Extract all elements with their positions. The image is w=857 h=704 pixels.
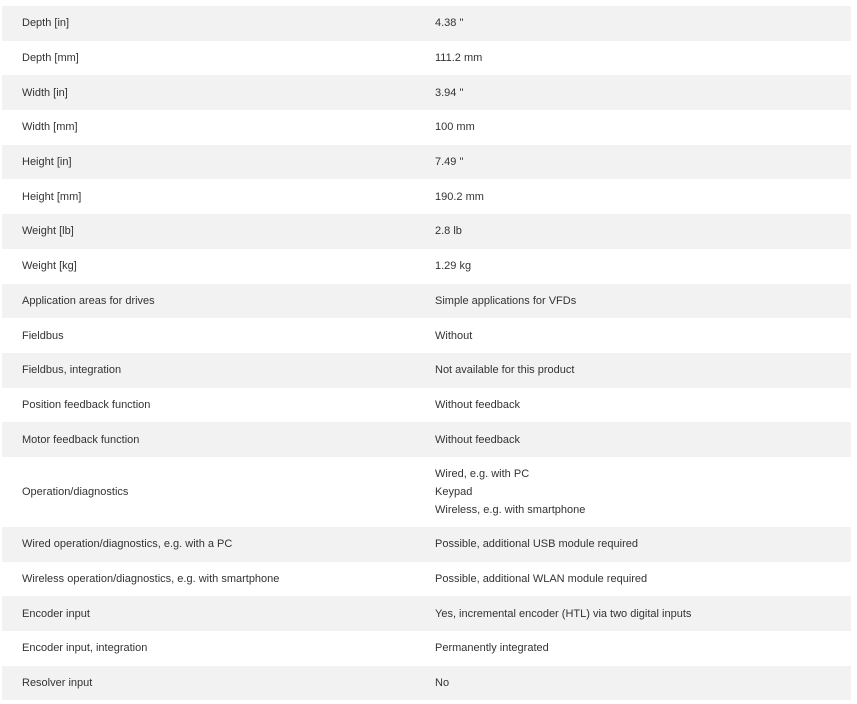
table-row	[2, 353, 851, 388]
spec-value-line: Keypad	[435, 485, 473, 498]
table-row	[2, 179, 851, 214]
spec-table	[2, 6, 851, 700]
spec-value	[415, 214, 851, 249]
spec-value-line: 2.8 lb	[435, 225, 462, 238]
spec-label: Resolver input	[2, 666, 415, 701]
spec-label: Fieldbus	[22, 329, 64, 342]
spec-value-line: Permanently integrated	[435, 642, 549, 655]
spec-label: Wireless operation/diagnostics, e.g. with smartphone	[22, 572, 280, 585]
spec-value-line: 3.94 "	[435, 86, 464, 99]
spec-label: Fieldbus, integration	[2, 353, 415, 388]
spec-label: Weight [lb]	[2, 214, 415, 249]
spec-label: Depth [in]	[2, 6, 415, 41]
table-row	[2, 562, 851, 597]
table-row	[2, 41, 851, 76]
spec-value	[415, 6, 851, 41]
spec-label: Encoder input, integration	[22, 642, 148, 655]
spec-label: Encoder input	[2, 596, 415, 631]
spec-value-line: Simple applications for VFDs	[435, 294, 577, 307]
spec-value-line: 111.2 mm	[435, 52, 483, 65]
spec-value	[415, 145, 851, 180]
table-row	[2, 145, 851, 180]
spec-value	[415, 41, 851, 76]
spec-value	[415, 562, 851, 597]
spec-value	[415, 249, 851, 284]
spec-label: Operation/diagnostics	[22, 485, 129, 498]
spec-value-line: 100 mm	[435, 121, 475, 134]
table-row	[2, 596, 851, 631]
table-row	[2, 457, 851, 527]
spec-label: Application areas for drives	[2, 284, 415, 319]
table-row	[2, 388, 851, 423]
table-row	[2, 214, 851, 249]
spec-value	[415, 596, 851, 631]
spec-label: Width [in]	[2, 75, 415, 110]
spec-value-line: Wireless, e.g. with smartphone	[435, 503, 586, 516]
spec-value-line: 7.49 "	[435, 156, 464, 169]
spec-value-line: No	[435, 677, 450, 690]
spec-label: Height [mm]	[22, 190, 82, 203]
spec-label: Width [mm]	[22, 121, 78, 134]
spec-value	[415, 110, 851, 145]
table-row	[2, 527, 851, 562]
spec-value	[415, 179, 851, 214]
spec-value	[415, 353, 851, 388]
spec-value-line: Not available for this product	[435, 364, 575, 377]
spec-value	[415, 422, 851, 457]
spec-value	[415, 631, 851, 666]
spec-value-line: 1.29 kg	[435, 260, 472, 273]
spec-value	[415, 318, 851, 353]
spec-label: Motor feedback function	[2, 422, 415, 457]
spec-value	[415, 666, 851, 701]
table-row	[2, 6, 851, 41]
table-row	[2, 422, 851, 457]
table-row	[2, 284, 851, 319]
table-row	[2, 631, 851, 666]
spec-value	[415, 527, 851, 562]
spec-table-body	[2, 6, 851, 700]
spec-value-line: Yes, incremental encoder (HTL) via two digital inputs	[435, 607, 692, 620]
spec-value-line: Possible, additional WLAN module required	[435, 572, 648, 585]
spec-value	[415, 75, 851, 110]
table-row	[2, 666, 851, 701]
spec-value-line: Without	[435, 329, 473, 342]
spec-label: Weight [kg]	[22, 260, 77, 273]
spec-value-line: Possible, additional USB module required	[435, 538, 639, 551]
spec-value-line: Without feedback	[435, 398, 520, 411]
spec-value-line: Without feedback	[435, 433, 520, 446]
spec-value-line: 190.2 mm	[435, 190, 484, 203]
spec-value	[415, 457, 851, 527]
spec-label: Height [in]	[2, 145, 415, 180]
table-row	[2, 318, 851, 353]
spec-value-line: Wired, e.g. with PC	[435, 467, 530, 480]
spec-label: Position feedback function	[22, 398, 151, 411]
table-row	[2, 110, 851, 145]
spec-label: Depth [mm]	[22, 52, 79, 65]
spec-value-line: 4.38 "	[435, 17, 464, 30]
spec-value	[415, 388, 851, 423]
table-row	[2, 75, 851, 110]
spec-label: Wired operation/diagnostics, e.g. with a PC	[2, 527, 415, 562]
spec-value	[415, 284, 851, 319]
table-row	[2, 249, 851, 284]
